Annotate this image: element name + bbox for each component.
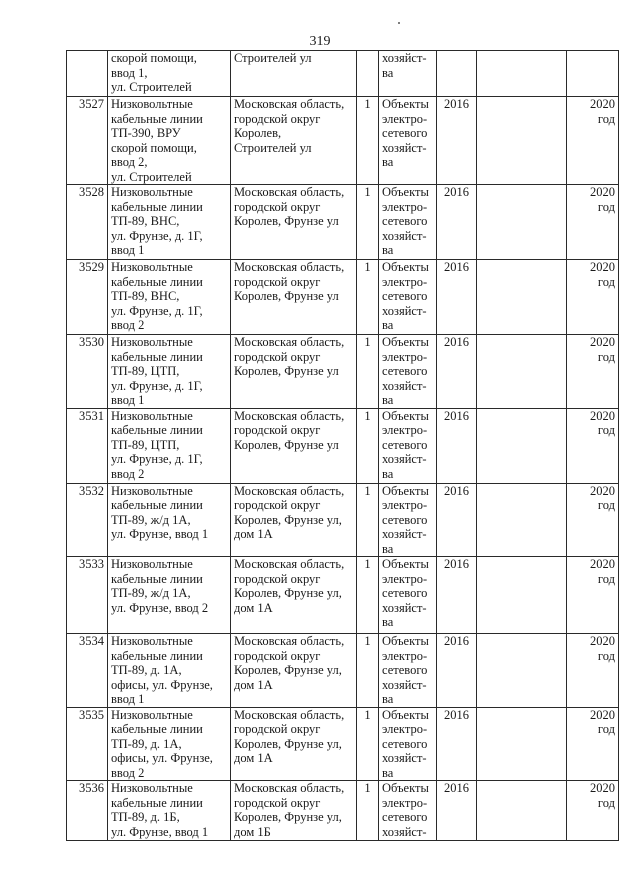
cell-deadline: 2020 год	[567, 483, 619, 557]
cell-deadline: 2020 год	[567, 185, 619, 260]
cell-address: Московская область, городской округ Королев, Фрунзе ул, дом 1А	[231, 707, 357, 781]
cell-category: Объекты электро- сетевого хозяйст- ва	[379, 634, 437, 708]
registry-table	[66, 50, 619, 841]
cell-number: 3533	[67, 557, 108, 634]
scan-speck	[398, 22, 400, 24]
cell-name: скорой помощи, ввод 1, ул. Строителей	[108, 51, 231, 97]
cell-quantity: 1	[357, 185, 379, 260]
cell-year: 2016	[437, 185, 477, 260]
cell-year: 2016	[437, 260, 477, 335]
cell-empty	[477, 97, 567, 185]
cell-name: Низковольтные кабельные линии ТП-89, д. 1Б, ул. Фрунзе, ввод 1	[108, 781, 231, 841]
cell-year: 2016	[437, 557, 477, 634]
cell-category: Объекты электро- сетевого хозяйст- ва	[379, 185, 437, 260]
table-row	[67, 335, 619, 409]
cell-quantity: 1	[357, 335, 379, 409]
cell-address: Московская область, городской округ Королев, Фрунзе ул	[231, 408, 357, 483]
cell-empty	[477, 260, 567, 335]
table-row	[67, 483, 619, 557]
cell-name: Низковольтные кабельные линии ТП-89, ВНС, ул. Фрунзе, д. 1Г, ввод 1	[108, 185, 231, 260]
cell-address: Московская область, городской округ Королев, Фрунзе ул, дом 1А	[231, 557, 357, 634]
cell-category: Объекты электро- сетевого хозяйст- ва	[379, 335, 437, 409]
cell-number: 3531	[67, 408, 108, 483]
cell-empty	[477, 781, 567, 841]
cell-year: 2016	[437, 707, 477, 781]
cell-quantity: 1	[357, 781, 379, 841]
table-row	[67, 408, 619, 483]
table-row	[67, 634, 619, 708]
cell-empty	[477, 483, 567, 557]
cell-empty	[477, 51, 567, 97]
cell-category: Объекты электро- сетевого хозяйст- ва	[379, 557, 437, 634]
cell-quantity: 1	[357, 97, 379, 185]
cell-deadline: 2020 год	[567, 557, 619, 634]
cell-deadline: 2020 год	[567, 781, 619, 841]
cell-category: Объекты электро- сетевого хозяйст- ва	[379, 483, 437, 557]
cell-quantity: 1	[357, 260, 379, 335]
cell-deadline: 2020 год	[567, 634, 619, 708]
cell-quantity: 1	[357, 557, 379, 634]
page-number: 319	[309, 34, 331, 49]
cell-quantity	[357, 51, 379, 97]
cell-name: Низковольтные кабельные линии ТП-390, ВРУ скорой помощи, ввод 2, ул. Строителей	[108, 97, 231, 185]
cell-number: 3529	[67, 260, 108, 335]
cell-empty	[477, 707, 567, 781]
cell-address: Московская область, городской округ Королев, Фрунзе ул	[231, 185, 357, 260]
cell-year: 2016	[437, 408, 477, 483]
cell-address: Московская область, городской округ Королев, Фрунзе ул, дом 1А	[231, 634, 357, 708]
cell-address: Московская область, городской округ Королев, Строителей ул	[231, 97, 357, 185]
cell-year: 2016	[437, 335, 477, 409]
cell-category: Объекты электро- сетевого хозяйст- ва	[379, 97, 437, 185]
table-row	[67, 260, 619, 335]
cell-name: Низковольтные кабельные линии ТП-89, ж/д 1А, ул. Фрунзе, ввод 2	[108, 557, 231, 634]
cell-deadline: 2020 год	[567, 260, 619, 335]
table-row	[67, 185, 619, 260]
table-row	[67, 781, 619, 841]
cell-year: 2016	[437, 97, 477, 185]
cell-empty	[477, 185, 567, 260]
table-row	[67, 51, 619, 97]
cell-empty	[477, 557, 567, 634]
cell-quantity: 1	[357, 707, 379, 781]
cell-address: Московская область, городской округ Королев, Фрунзе ул, дом 1А	[231, 483, 357, 557]
cell-quantity: 1	[357, 483, 379, 557]
cell-deadline: 2020 год	[567, 707, 619, 781]
cell-number: 3532	[67, 483, 108, 557]
cell-address: Московская область, городской округ Королев, Фрунзе ул	[231, 335, 357, 409]
cell-category: Объекты электро- сетевого хозяйст- ва	[379, 707, 437, 781]
cell-quantity: 1	[357, 408, 379, 483]
cell-category: Объекты электро- сетевого хозяйст-	[379, 781, 437, 841]
cell-number: 3534	[67, 634, 108, 708]
cell-empty	[477, 408, 567, 483]
table-row	[67, 97, 619, 185]
cell-name: Низковольтные кабельные линии ТП-89, д. 1А, офисы, ул. Фрунзе, ввод 1	[108, 634, 231, 708]
cell-year	[437, 51, 477, 97]
cell-category: хозяйст- ва	[379, 51, 437, 97]
cell-number: 3528	[67, 185, 108, 260]
cell-address: Строителей ул	[231, 51, 357, 97]
cell-number: 3535	[67, 707, 108, 781]
cell-name: Низковольтные кабельные линии ТП-89, д. 1А, офисы, ул. Фрунзе, ввод 2	[108, 707, 231, 781]
cell-category: Объекты электро- сетевого хозяйст- ва	[379, 408, 437, 483]
cell-deadline: 2020 год	[567, 408, 619, 483]
cell-address: Московская область, городской округ Королев, Фрунзе ул	[231, 260, 357, 335]
cell-empty	[477, 634, 567, 708]
cell-deadline	[567, 51, 619, 97]
cell-number: 3530	[67, 335, 108, 409]
cell-name: Низковольтные кабельные линии ТП-89, ж/д 1А, ул. Фрунзе, ввод 1	[108, 483, 231, 557]
cell-name: Низковольтные кабельные линии ТП-89, ЦТП, ул. Фрунзе, д. 1Г, ввод 2	[108, 408, 231, 483]
cell-year: 2016	[437, 634, 477, 708]
cell-name: Низковольтные кабельные линии ТП-89, ЦТП, ул. Фрунзе, д. 1Г, ввод 1	[108, 335, 231, 409]
table-row	[67, 707, 619, 781]
cell-quantity: 1	[357, 634, 379, 708]
cell-deadline: 2020 год	[567, 97, 619, 185]
cell-category: Объекты электро- сетевого хозяйст- ва	[379, 260, 437, 335]
cell-address: Московская область, городской округ Королев, Фрунзе ул, дом 1Б	[231, 781, 357, 841]
cell-year: 2016	[437, 483, 477, 557]
table-row	[67, 557, 619, 634]
cell-deadline: 2020 год	[567, 335, 619, 409]
cell-number: 3536	[67, 781, 108, 841]
cell-number: 3527	[67, 97, 108, 185]
cell-number	[67, 51, 108, 97]
cell-name: Низковольтные кабельные линии ТП-89, ВНС, ул. Фрунзе, д. 1Г, ввод 2	[108, 260, 231, 335]
cell-empty	[477, 335, 567, 409]
cell-year: 2016	[437, 781, 477, 841]
